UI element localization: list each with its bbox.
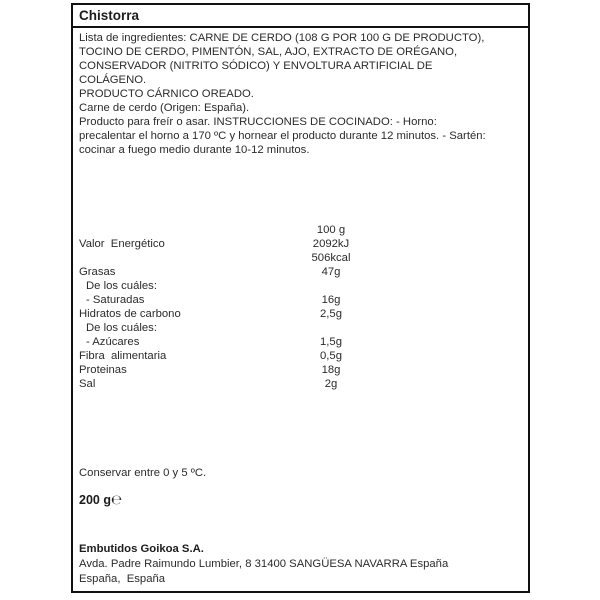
- per-100g-header: 100 g: [316, 224, 346, 236]
- estimated-sign: ℮: [110, 493, 123, 508]
- nutrient-value: 2g: [324, 378, 338, 390]
- nutrition-row: [79, 349, 522, 363]
- nutrient-label: Grasas: [79, 266, 116, 278]
- nutrient-label: Proteinas: [79, 364, 127, 376]
- nutrition-row: [79, 237, 522, 251]
- net-weight-value: 200 g: [79, 493, 111, 507]
- nutrient-value: 0,5g: [320, 350, 342, 362]
- origin-line: Carne de cerdo (Origen: España).: [79, 102, 250, 114]
- nutrition-row: [79, 279, 522, 293]
- nutrient-value: 506kcal: [311, 252, 351, 264]
- ingredients-line: Lista de ingredientes: CARNE DE CERDO (108 G POR 100 G DE PRODUCTO),: [79, 32, 485, 44]
- net-weight: [79, 493, 522, 508]
- nutrient-label: - Saturadas: [86, 294, 145, 306]
- nutrition-table: [79, 223, 522, 391]
- manufacturer-name: Embutidos Goikoa S.A.: [79, 543, 204, 555]
- nutrition-row: [79, 363, 522, 377]
- nutrient-value: 47g: [321, 266, 341, 278]
- nutrient-label: Fibra alimentaria: [79, 350, 167, 362]
- nutrient-label: Hidratos de carbono: [79, 308, 181, 320]
- nutrient-label: Sal: [79, 378, 96, 390]
- cooking-instructions-line: precalentar el horno a 170 ºC y hornear el producto durante 12 minutos. - Sartén:: [79, 130, 486, 142]
- ingredients-line: COLÁGENO.: [79, 74, 147, 86]
- nutrient-label: - Azúcares: [86, 336, 140, 348]
- manufacturer-block: [79, 542, 522, 587]
- nutrition-row: [79, 307, 522, 321]
- nutrient-value: 1,5g: [320, 336, 342, 348]
- nutrient-value: 16g: [321, 294, 341, 306]
- product-title: Chistorra: [73, 5, 528, 28]
- nutrition-row: [79, 293, 522, 307]
- nutrient-label: De los cuáles:: [86, 280, 157, 292]
- ingredients-line: CONSERVADOR (NITRITO SÓDICO) Y ENVOLTURA ARTIFICIAL DE: [79, 60, 433, 72]
- product-label: [71, 3, 530, 593]
- nutrition-column-header: [79, 223, 522, 237]
- nutrition-row: [79, 377, 522, 391]
- product-type-line: PRODUCTO CÁRNICO OREADO.: [79, 88, 254, 100]
- nutrient-value: 2092kJ: [312, 238, 350, 250]
- nutrition-row: [79, 335, 522, 349]
- description-block: [79, 31, 522, 157]
- nutrient-value: 2,5g: [320, 308, 342, 320]
- cooking-instructions-line: cocinar a fuego medio durante 10-12 minutos.: [79, 144, 310, 156]
- nutrient-value: 18g: [321, 364, 341, 376]
- nutrition-row: [79, 265, 522, 279]
- manufacturer-address-line1: Avda. Padre Raimundo Lumbier, 8 31400 SANGÜESA NAVARRA España: [79, 558, 449, 570]
- manufacturer-address-line2: España, España: [79, 573, 166, 585]
- storage-instructions: Conservar entre 0 y 5 ºC.: [79, 467, 207, 479]
- ingredients-line: TOCINO DE CERDO, PIMENTÓN, SAL, AJO, EXTRACTO DE ORÉGANO,: [79, 46, 458, 58]
- cooking-instructions-line: Producto para freír o asar. INSTRUCCIONES DE COCINADO: - Horno:: [79, 116, 437, 128]
- nutrition-row: [79, 321, 522, 335]
- nutrition-row: [79, 251, 522, 265]
- nutrient-label: De los cuáles:: [86, 322, 157, 334]
- nutrient-label: Valor Energético: [79, 238, 165, 250]
